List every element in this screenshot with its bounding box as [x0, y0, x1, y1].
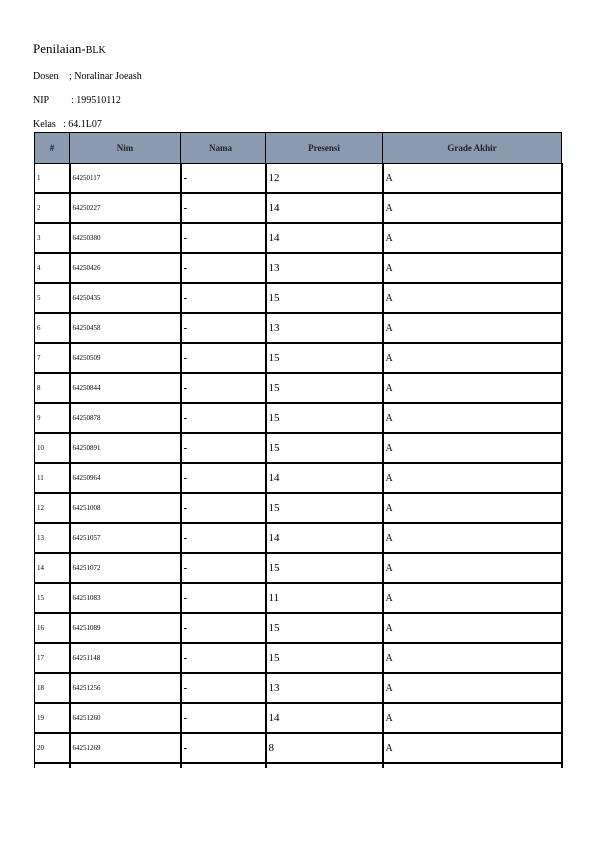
cell-presensi: 14: [266, 703, 383, 733]
table-row: [35, 313, 562, 343]
empty-cell: [35, 763, 70, 768]
cell-number: 17: [35, 643, 70, 673]
grades-table: [34, 132, 563, 768]
cell-number: 18: [35, 673, 70, 703]
cell-presensi: 15: [266, 283, 383, 313]
cell-presensi: 15: [266, 373, 383, 403]
cell-grade: A: [383, 583, 562, 613]
cell-presensi: 14: [266, 223, 383, 253]
cell-number: 8: [35, 373, 70, 403]
kelas-value: : 64.1L07: [63, 119, 102, 130]
table-row: [35, 733, 562, 763]
cell-grade: A: [383, 193, 562, 223]
header-grade-akhir: Grade Akhir: [383, 133, 562, 164]
cell-number: 10: [35, 433, 70, 463]
cell-nama: -: [181, 343, 266, 373]
cell-presensi: 14: [266, 463, 383, 493]
table-row: [35, 553, 562, 583]
table-row: [35, 523, 562, 553]
empty-cell: [383, 763, 562, 768]
cell-number: 1: [35, 164, 70, 194]
cell-grade: A: [383, 733, 562, 763]
kelas-line: [33, 119, 102, 130]
table-row-continuation: [35, 763, 562, 768]
cell-grade: A: [383, 703, 562, 733]
cell-grade: A: [383, 403, 562, 433]
cell-presensi: 12: [266, 164, 383, 194]
title-suffix: BLK: [85, 45, 106, 56]
header-nama: Nama: [181, 133, 266, 164]
cell-presensi: 15: [266, 553, 383, 583]
cell-nama: -: [181, 583, 266, 613]
cell-presensi: 14: [266, 193, 383, 223]
cell-nama: -: [181, 523, 266, 553]
cell-nim: 64251057: [70, 523, 181, 553]
cell-nim: 64250426: [70, 253, 181, 283]
cell-nim: 64251083: [70, 583, 181, 613]
cell-number: 14: [35, 553, 70, 583]
dosen-line: [33, 71, 142, 82]
cell-grade: A: [383, 433, 562, 463]
empty-cell: [266, 763, 383, 768]
cell-grade: A: [383, 283, 562, 313]
cell-grade: A: [383, 643, 562, 673]
cell-presensi: 8: [266, 733, 383, 763]
cell-nama: -: [181, 553, 266, 583]
empty-cell: [70, 763, 181, 768]
table-row: [35, 703, 562, 733]
cell-number: 3: [35, 223, 70, 253]
cell-nama: -: [181, 373, 266, 403]
cell-nim: 64251072: [70, 553, 181, 583]
table-row: [35, 463, 562, 493]
cell-grade: A: [383, 223, 562, 253]
cell-number: 6: [35, 313, 70, 343]
cell-presensi: 13: [266, 313, 383, 343]
cell-nama: -: [181, 643, 266, 673]
cell-number: 9: [35, 403, 70, 433]
table-row: [35, 343, 562, 373]
cell-grade: A: [383, 553, 562, 583]
cell-nim: 64251260: [70, 703, 181, 733]
cell-grade: A: [383, 343, 562, 373]
cell-presensi: 13: [266, 673, 383, 703]
cell-grade: A: [383, 373, 562, 403]
cell-nim: 64250891: [70, 433, 181, 463]
cell-grade: A: [383, 493, 562, 523]
cell-nim: 64250964: [70, 463, 181, 493]
table-row: [35, 164, 562, 194]
cell-presensi: 15: [266, 643, 383, 673]
table-row: [35, 283, 562, 313]
table-row: [35, 403, 562, 433]
cell-nama: -: [181, 703, 266, 733]
cell-grade: A: [383, 463, 562, 493]
table-row: [35, 613, 562, 643]
header-number: #: [35, 133, 70, 164]
cell-grade: A: [383, 673, 562, 703]
cell-number: 4: [35, 253, 70, 283]
cell-grade: A: [383, 523, 562, 553]
cell-number: 16: [35, 613, 70, 643]
table-row: [35, 373, 562, 403]
page-title: [33, 41, 106, 57]
empty-cell: [181, 763, 266, 768]
cell-nama: -: [181, 613, 266, 643]
cell-nama: -: [181, 253, 266, 283]
cell-nim: 64251008: [70, 493, 181, 523]
cell-presensi: 15: [266, 433, 383, 463]
cell-nim: 64251089: [70, 613, 181, 643]
cell-number: 11: [35, 463, 70, 493]
cell-number: 19: [35, 703, 70, 733]
table-row: [35, 583, 562, 613]
cell-nim: 64250509: [70, 343, 181, 373]
cell-number: 15: [35, 583, 70, 613]
cell-presensi: 15: [266, 613, 383, 643]
table-header-row: [35, 133, 562, 164]
title-main: Penilaian-: [33, 41, 86, 56]
table-row: [35, 673, 562, 703]
cell-nama: -: [181, 283, 266, 313]
cell-grade: A: [383, 164, 562, 194]
table-row: [35, 643, 562, 673]
table-row: [35, 433, 562, 463]
table-row: [35, 253, 562, 283]
cell-nim: 64250878: [70, 403, 181, 433]
nip-label: NIP: [33, 95, 50, 106]
nip-line: [33, 95, 121, 106]
cell-presensi: 15: [266, 403, 383, 433]
nip-value: : 199510112: [71, 95, 121, 106]
cell-presensi: 13: [266, 253, 383, 283]
header-nim: Nim: [70, 133, 181, 164]
cell-number: 7: [35, 343, 70, 373]
table-row: [35, 493, 562, 523]
cell-nim: 64250435: [70, 283, 181, 313]
dosen-value: ; Noralinar Joeash: [69, 71, 142, 82]
cell-nama: -: [181, 673, 266, 703]
cell-nama: -: [181, 433, 266, 463]
cell-nim: 64251148: [70, 643, 181, 673]
cell-nama: -: [181, 164, 266, 194]
cell-nama: -: [181, 223, 266, 253]
cell-nim: 64251256: [70, 673, 181, 703]
cell-nama: -: [181, 493, 266, 523]
cell-number: 13: [35, 523, 70, 553]
cell-presensi: 15: [266, 493, 383, 523]
cell-number: 12: [35, 493, 70, 523]
cell-nim: 64250227: [70, 193, 181, 223]
cell-presensi: 11: [266, 583, 383, 613]
cell-nama: -: [181, 463, 266, 493]
cell-nim: 64250380: [70, 223, 181, 253]
cell-number: 5: [35, 283, 70, 313]
table-row: [35, 223, 562, 253]
cell-presensi: 14: [266, 523, 383, 553]
table-row: [35, 193, 562, 223]
cell-nim: 64250844: [70, 373, 181, 403]
header-presensi: Presensi: [266, 133, 383, 164]
cell-nama: -: [181, 193, 266, 223]
kelas-label: Kelas: [33, 119, 56, 130]
cell-number: 20: [35, 733, 70, 763]
cell-nama: -: [181, 313, 266, 343]
cell-grade: A: [383, 613, 562, 643]
cell-grade: A: [383, 313, 562, 343]
cell-number: 2: [35, 193, 70, 223]
cell-nim: 64251269: [70, 733, 181, 763]
cell-nim: 64250117: [70, 164, 181, 194]
cell-nama: -: [181, 403, 266, 433]
cell-nim: 64250458: [70, 313, 181, 343]
cell-presensi: 15: [266, 343, 383, 373]
cell-grade: A: [383, 253, 562, 283]
cell-nama: -: [181, 733, 266, 763]
dosen-label: Dosen: [33, 71, 59, 82]
